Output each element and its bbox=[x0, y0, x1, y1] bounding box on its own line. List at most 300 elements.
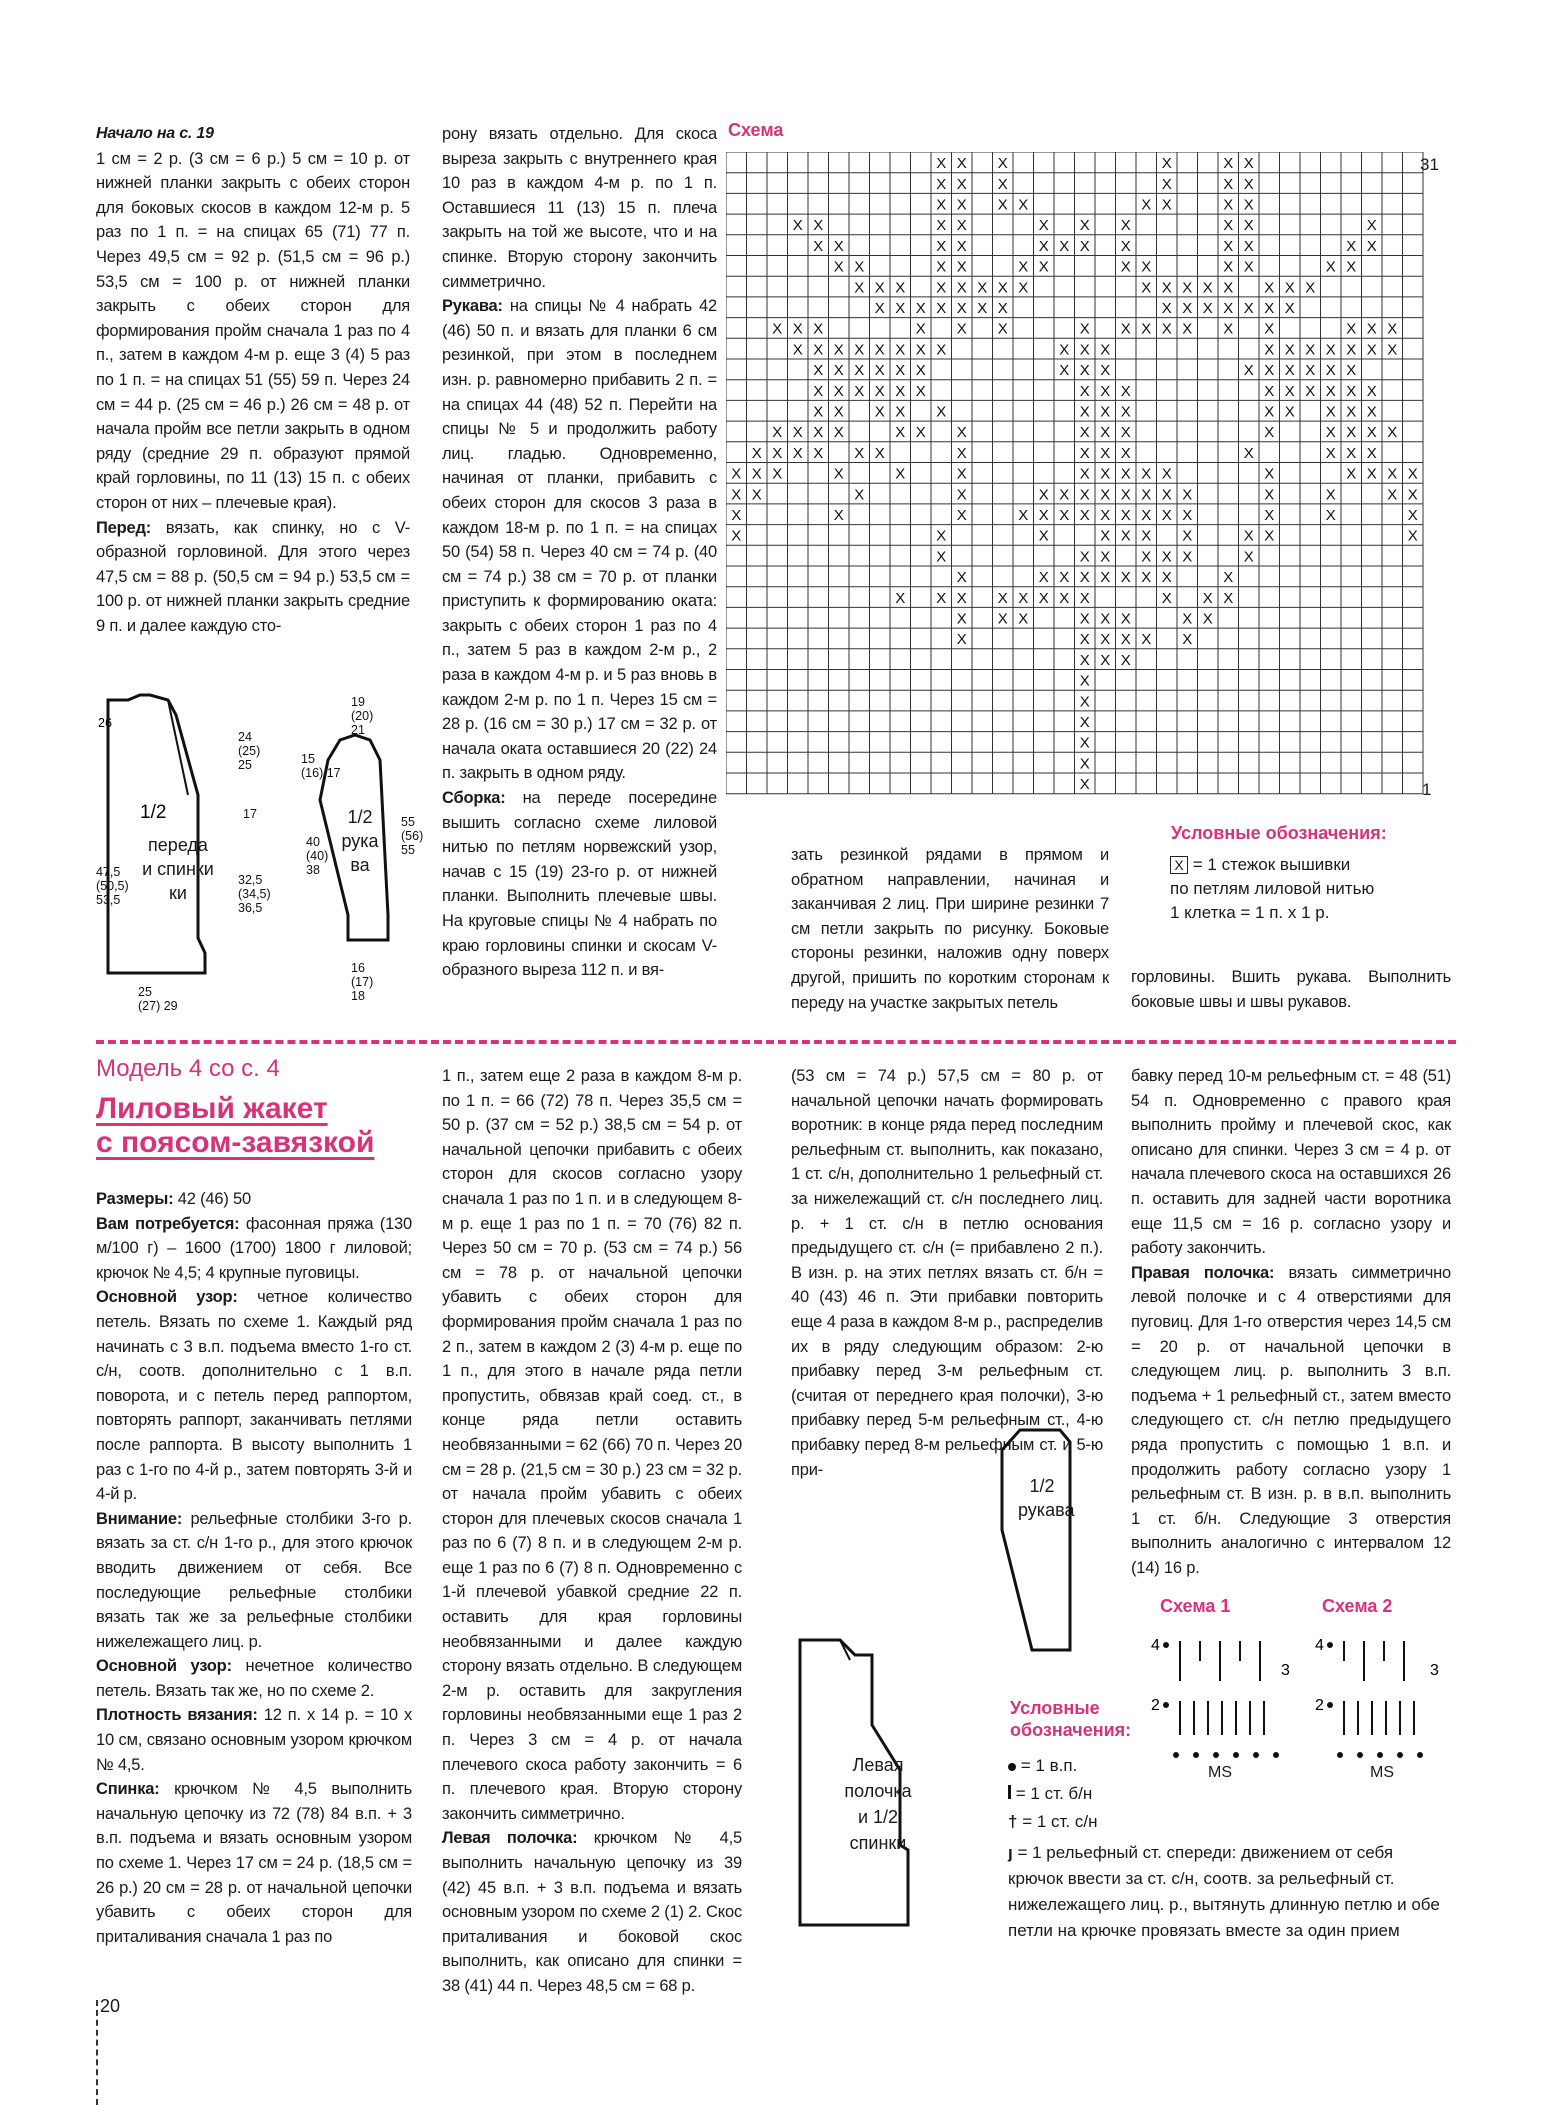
stitch-mark: X bbox=[1100, 651, 1111, 669]
page-number: 20 bbox=[100, 1996, 121, 2016]
stitch-mark: X bbox=[1100, 527, 1111, 545]
stitch-mark: X bbox=[1100, 403, 1111, 421]
svg-text:2: 2 bbox=[1315, 1697, 1324, 1714]
stitch-mark: X bbox=[1079, 465, 1090, 483]
stitch-mark: X bbox=[1079, 444, 1090, 462]
scheme-2-ms-label: MS bbox=[1370, 1764, 1394, 1781]
stitch-mark: X bbox=[1038, 589, 1049, 607]
stitch-mark: X bbox=[956, 300, 967, 318]
stitch-mark: X bbox=[936, 175, 947, 193]
stitch-mark: X bbox=[956, 279, 967, 297]
stitch-mark: X bbox=[854, 341, 865, 359]
top-col3-text: зать резинкой рядами в прямом и обратном направлении, начиная и заканчивая 2 лиц. При ширине резинки 7 см петли закрыть по рисунку. Боковые стороны резинки, наложив одну поверх другой, пришить по коротким сторонам к переду на участке закрытых петель bbox=[791, 846, 1109, 1012]
stitch-mark: X bbox=[1079, 610, 1090, 628]
stitch-mark: X bbox=[895, 341, 906, 359]
stitch-mark: X bbox=[1325, 507, 1336, 525]
stitch-mark: X bbox=[1038, 486, 1049, 504]
stitch-mark: X bbox=[1079, 507, 1090, 525]
bottom-col4-text: бавку перед 10-м рельефным ст. = 48 (51) 54 п. Одновременно с правого края выполнить пройму и плечевой скос, как описано для спинки. Через 3 см = 4 р. от начала плечевого скоса на оставшихся 26 п. оставить для задней части воротника еще 11,5 см = 16 р. согласно узору и работу закончить. bbox=[1131, 1067, 1451, 1258]
stitch-mark: X bbox=[1407, 527, 1418, 545]
top-column-1 bbox=[96, 122, 410, 638]
stitch-mark: X bbox=[772, 465, 783, 483]
stitch-mark: X bbox=[1182, 486, 1193, 504]
stitch-mark: X bbox=[813, 217, 824, 235]
stitch-mark: X bbox=[936, 589, 947, 607]
bottom-legend-title bbox=[1010, 1697, 1131, 1741]
sleeves-text: на спицы № 4 набрать 42 (46) 50 п. и вязать для планки 6 см резинкой, при этом в последнем изн. р. равномерно прибавить 2 п. = на спицах 44 (48) 52 п. Перейти на спицы № 5 и продолжить работу лиц. гладью. Одновременно, начиная от планки, прибавить с обеих сторон для скосов 3 раза в каждом 18-м р. по 1 п. = на спицах 50 (54) 58 п. Через 40 см = 74 р. (40 см = 74 р.) 38 см = 70 р. от планки приступить к формированию оката: закрыть с обеих сторон 1 раз по 4 п., затем 5 раз в каждом 2-м р., 2 раза в каждом 4-м р. и 5 раз вновь в каждом 2-м р. по 1 п. Через 15 см = 28 р. (16 см = 30 р.) 17 см = 32 р. от начала оката оставшиеся 20 (22) 24 п. закрыть в одном ряду. bbox=[442, 297, 718, 783]
stitch-mark: X bbox=[1284, 300, 1295, 318]
top-col2-text: рону вязать отдельно. Для скоса выреза закрыть с внутреннего края 10 раз в каждом 4-м р. по 1 п. Оставшиеся 11 (13) 15 п. плеча закрыть на той же высоте, что и на спинке. Вторую сторону закончить симметрично. bbox=[442, 125, 717, 291]
stitch-mark: X bbox=[1079, 382, 1090, 400]
stitch-mark: X bbox=[874, 403, 885, 421]
stitch-mark: X bbox=[997, 196, 1008, 214]
stitch-mark: X bbox=[895, 279, 906, 297]
stitch-mark: X bbox=[1120, 507, 1131, 525]
stitch-mark: X bbox=[1161, 279, 1172, 297]
stitch-mark: X bbox=[1223, 320, 1234, 338]
stitch-mark: X bbox=[1120, 382, 1131, 400]
stitch-mark: X bbox=[915, 424, 926, 442]
stitch-mark: X bbox=[874, 444, 885, 462]
stitch-mark: X bbox=[833, 341, 844, 359]
stitch-mark: X bbox=[1223, 175, 1234, 193]
stitch-mark: X bbox=[1120, 465, 1131, 483]
chart-row-top-label: 31 bbox=[1420, 155, 1439, 174]
stitch-mark: X bbox=[1079, 755, 1090, 773]
stitch-mark: X bbox=[997, 155, 1008, 173]
stitch-mark: X bbox=[1223, 589, 1234, 607]
stitch-mark: X bbox=[1223, 279, 1234, 297]
stitch-mark: X bbox=[936, 548, 947, 566]
stitch-mark: X bbox=[936, 341, 947, 359]
stitch-mark: X bbox=[1407, 507, 1418, 525]
bottom-legend-title-line-1: Условные bbox=[1010, 1698, 1100, 1718]
stitch-mark: X bbox=[772, 424, 783, 442]
stitch-mark: X bbox=[1366, 217, 1377, 235]
stitch-mark: X bbox=[1161, 569, 1172, 587]
scheme-1-ms-label: MS bbox=[1208, 1764, 1232, 1781]
stitch-mark: X bbox=[1100, 341, 1111, 359]
stitch-mark: X bbox=[1141, 486, 1152, 504]
stitch-mark: X bbox=[1038, 217, 1049, 235]
stitch-mark: X bbox=[1018, 610, 1029, 628]
stitch-mark: X bbox=[1223, 237, 1234, 255]
stitch-mark: X bbox=[751, 444, 762, 462]
relief-stitch-icon: ȷ bbox=[1008, 1843, 1013, 1862]
stitch-mark: X bbox=[1284, 382, 1295, 400]
stitch-mark: X bbox=[1366, 465, 1377, 483]
stitch-mark: X bbox=[997, 589, 1008, 607]
double-crochet-icon: † bbox=[1008, 1812, 1018, 1831]
stitch-mark: X bbox=[792, 217, 803, 235]
stitch-mark: X bbox=[956, 610, 967, 628]
stitch-mark: X bbox=[1141, 279, 1152, 297]
stitch-mark: X bbox=[813, 341, 824, 359]
left-front-label: Левая полочка и 1/2 спинки bbox=[844, 1755, 912, 1853]
single-crochet-icon bbox=[1008, 1785, 1011, 1799]
stitch-mark: X bbox=[874, 279, 885, 297]
legend-block bbox=[1170, 853, 1374, 925]
stitch-mark: X bbox=[874, 362, 885, 380]
stitch-mark: X bbox=[1223, 300, 1234, 318]
stitch-mark: X bbox=[956, 237, 967, 255]
stitch-mark: X bbox=[1243, 527, 1254, 545]
stitch-mark: X bbox=[1161, 196, 1172, 214]
stitch-mark: X bbox=[1346, 403, 1357, 421]
stitch-mark: X bbox=[813, 444, 824, 462]
stitch-mark: X bbox=[1182, 507, 1193, 525]
stitch-mark: X bbox=[1223, 569, 1234, 587]
stitch-mark: X bbox=[772, 320, 783, 338]
stitch-mark: X bbox=[1284, 279, 1295, 297]
embroidery-chart bbox=[726, 152, 1436, 810]
main-pattern-2-heading: Основной узор: bbox=[96, 1657, 232, 1676]
stitch-mark: X bbox=[1120, 486, 1131, 504]
stitch-mark: X bbox=[1325, 486, 1336, 504]
stitch-mark: X bbox=[1182, 279, 1193, 297]
stitch-mark: X bbox=[956, 589, 967, 607]
stitch-mark: X bbox=[1120, 424, 1131, 442]
pattern-sleeve-label: 1/2 рукава bbox=[341, 807, 379, 875]
stitch-mark: X bbox=[956, 217, 967, 235]
main-pattern-1-heading: Основной узор: bbox=[96, 1288, 238, 1307]
svg-text:26: 26 bbox=[98, 716, 112, 730]
front-text: вязать, как спинку, но с V-образной горловиной. Для этого через 47,5 см = 88 р. (50,5 см = 94 р.) 53,5 см = 100 р. от нижней планки закрыть средние 9 п. и далее каждую сто- bbox=[96, 518, 410, 635]
stitch-mark: X bbox=[731, 465, 742, 483]
right-front-heading: Правая полочка: bbox=[1131, 1263, 1275, 1282]
stitch-mark: X bbox=[1018, 196, 1029, 214]
stitch-mark: X bbox=[1120, 237, 1131, 255]
stitch-mark: X bbox=[1079, 424, 1090, 442]
stitch-mark: X bbox=[1161, 155, 1172, 173]
stitch-mark: X bbox=[1346, 341, 1357, 359]
stitch-mark: X bbox=[1141, 527, 1152, 545]
stitch-mark: X bbox=[895, 589, 906, 607]
stitch-mark: X bbox=[854, 258, 865, 276]
stitch-mark: X bbox=[895, 424, 906, 442]
stitch-mark: X bbox=[1100, 486, 1111, 504]
density-heading: Плотность вязания: bbox=[96, 1706, 258, 1725]
scheme-2-title: Схема 2 bbox=[1322, 1596, 1393, 1616]
stitch-mark: X bbox=[1202, 589, 1213, 607]
top-col4-text: горловины. Вшить рукава. Выполнить боковые швы и швы рукавов. bbox=[1131, 968, 1451, 1011]
bottom-col2-text: 1 п., затем еще 2 раза в каждом 8-м р. по 1 п. = 66 (72) 78 п. Через 35,5 см = 50 р. (37 см = 52 р.) 38,5 см = 54 р. от начальной цепочки прибавить с обеих сторон для скосов согласно узору сначала 1 раз по 1 п. и в следующем 8-м р. еще 1 раз по 1 п. = 70 (76) 82 п. Через 50 см = 70 р. (53 см = 74 р.) 56 см = 78 р. от начальной цепочки убавить с обеих сторон для формирования пройм сначала 1 раз по 2 п., затем в каждом 2 (3) 4-м р. еще по 1 п., для этого в начале ряда петли пропустить, обвязав край соед. ст., в конце ряда петли оставить необвязанными = 62 (66) 70 п. Через 20 см = 28 р. (21,5 см = 30 р.) 23 см = 32 р. от начала пройм убавить с обеих сторон для плечевых скосов сначала 1 раз по 6 (7) 8 п. и в следующем 2-м р. еще 1 раз по 6 (7) 8 п. Одновременно с 1-й плечевой убавкой средние 22 п. оставить для края горловины необвязанными и далее каждую сторону вязать отдельно. В следующем 2-м р. оставить для закругления горловины необвязанными еще 1 раз 2 п. Через 3 см = 4 р. от начала плечевого скоса работу закончить = 6 п. плечевого края. Вторую сторону закончить симметрично. bbox=[442, 1067, 742, 1823]
stitch-mark: X bbox=[1264, 424, 1275, 442]
stitch-mark: X bbox=[1079, 403, 1090, 421]
stitch-mark: X bbox=[956, 465, 967, 483]
stitch-mark: X bbox=[1161, 507, 1172, 525]
stitch-mark: X bbox=[1079, 631, 1090, 649]
stitch-mark: X bbox=[1161, 548, 1172, 566]
stitch-mark: X bbox=[1202, 300, 1213, 318]
stitch-mark: X bbox=[1120, 610, 1131, 628]
stitch-mark: X bbox=[854, 382, 865, 400]
stitch-mark: X bbox=[1346, 237, 1357, 255]
top-col1-text: 1 см = 2 р. (3 см = 6 р.) 5 см = 10 р. от нижней планки закрыть с обеих сторон для боковых скосов в каждом 12-м р. 5 раз по 1 п. = на спицах 65 (71) 77 п. Через 49,5 см = 92 р. (51,5 см = 96 р.) 53,5 см = 100 р. от нижней планки закрыть с обеих сторон для формирования пройм сначала 1 раз по 4 п., затем в каждом 4-м р. еще 3 (4) 5 раз по 1 п. = на спицах 51 (55) 59 п. Через 24 см = 44 р. (25 см = 46 р.) 26 см = 48 р. от начала пройм все петли закрыть в одном ряду (средние 29 п. образуют прямой край горловины, по 11 (13) 15 п. с обеих сторон от них – плечевые края). bbox=[96, 149, 410, 512]
stitch-mark: X bbox=[813, 382, 824, 400]
stitch-mark: X bbox=[1079, 217, 1090, 235]
stitch-mark: X bbox=[936, 403, 947, 421]
stitch-mark: X bbox=[1141, 465, 1152, 483]
section-divider bbox=[96, 1040, 1456, 1044]
stitch-mark: X bbox=[936, 196, 947, 214]
stitch-mark: X bbox=[1264, 486, 1275, 504]
stitch-mark: X bbox=[895, 300, 906, 318]
stitch-mark: X bbox=[1079, 320, 1090, 338]
stitch-mark: X bbox=[1243, 300, 1254, 318]
stitch-mark: X bbox=[1141, 507, 1152, 525]
stitch-mark: X bbox=[813, 362, 824, 380]
legend-line-3: 1 клетка = 1 п. х 1 р. bbox=[1170, 903, 1330, 922]
stitch-mark: X bbox=[1120, 527, 1131, 545]
svg-text:3: 3 bbox=[1430, 1662, 1439, 1679]
stitch-mark: X bbox=[936, 527, 947, 545]
svg-text:4: 4 bbox=[1151, 1637, 1160, 1654]
stitch-mark: X bbox=[1346, 258, 1357, 276]
stitch-mark: X bbox=[1059, 507, 1070, 525]
stitch-mark: X bbox=[833, 465, 844, 483]
stitch-mark: X bbox=[854, 279, 865, 297]
stitch-mark: X bbox=[997, 175, 1008, 193]
stitch-mark: X bbox=[1305, 382, 1316, 400]
stitch-mark: X bbox=[1182, 300, 1193, 318]
stitch-mark: X bbox=[1079, 569, 1090, 587]
sizes-heading: Размеры: bbox=[96, 1190, 174, 1208]
stitch-mark: X bbox=[915, 320, 926, 338]
stitch-mark: X bbox=[1325, 341, 1336, 359]
scheme-title: Схема bbox=[728, 120, 784, 140]
model-title-line-1: Лиловый жакет bbox=[96, 1092, 328, 1125]
stitch-mark: X bbox=[1346, 465, 1357, 483]
stitch-mark: X bbox=[1387, 320, 1398, 338]
stitch-mark: X bbox=[1223, 155, 1234, 173]
stitch-mark: X bbox=[874, 300, 885, 318]
stitch-mark: X bbox=[1141, 548, 1152, 566]
stitch-mark: X bbox=[1223, 217, 1234, 235]
stitch-mark: X bbox=[1079, 672, 1090, 690]
stitch-mark: X bbox=[956, 444, 967, 462]
svg-text:2: 2 bbox=[1151, 1697, 1160, 1714]
stitch-mark: X bbox=[1120, 217, 1131, 235]
stitch-mark: X bbox=[1202, 610, 1213, 628]
bottom-column-2 bbox=[442, 1064, 742, 1999]
stitch-mark: X bbox=[1182, 320, 1193, 338]
stitch-mark: X bbox=[1100, 631, 1111, 649]
assembly-heading: Сборка: bbox=[442, 789, 506, 808]
stitch-mark: X bbox=[1243, 548, 1254, 566]
stitch-mark: X bbox=[915, 341, 926, 359]
stitch-mark: X bbox=[1079, 341, 1090, 359]
stitch-mark: X bbox=[813, 403, 824, 421]
need-text: фасонная пряжа (130 м/100 г) – 1600 (1700) 1800 г лиловой; крючок № 4,5; 4 крупные пуговицы. bbox=[96, 1214, 412, 1282]
stitch-mark: X bbox=[956, 196, 967, 214]
stitch-mark: X bbox=[1100, 362, 1111, 380]
stitch-mark: X bbox=[936, 279, 947, 297]
legend-relief: = 1 рельефный ст. спереди: движением от себя крючок ввести за ст. с/н, соотв. за рельефный ст. нижележащего лиц. р., вытянуть длинную петлю и обе петли на крючке провязать вместе за один прием bbox=[1008, 1843, 1440, 1940]
stitch-mark: X bbox=[1079, 237, 1090, 255]
stitch-mark: X bbox=[936, 258, 947, 276]
top-column-3 bbox=[791, 843, 1109, 1015]
stitch-mark: X bbox=[997, 320, 1008, 338]
legend-line-2: по петлям лиловой нитью bbox=[1170, 879, 1375, 898]
stitch-mark: X bbox=[1305, 279, 1316, 297]
stitch-mark: X bbox=[1120, 320, 1131, 338]
bottom-sleeve-label: 1/2 рукава bbox=[1018, 1476, 1075, 1520]
stitch-mark: X bbox=[1059, 237, 1070, 255]
stitch-mark: X bbox=[895, 382, 906, 400]
main-pattern-2-text: нечетное количество петель. Вязать так же, но по схеме 2. bbox=[96, 1657, 413, 1700]
stitch-mark: X bbox=[731, 527, 742, 545]
stitch-mark: X bbox=[751, 486, 762, 504]
stitch-mark: X bbox=[1243, 444, 1254, 462]
stitch-mark: X bbox=[833, 382, 844, 400]
stitch-mark: X bbox=[1100, 507, 1111, 525]
left-front-text: крючком № 4,5 выполнить начальную цепочку из 39 (42) 45 в.п. + 3 в.п. подъема и вязать основным узором по схеме 2 (1) 2. Скос приталивания и боковой скос выполнить, как описано для спинки = 38 (41) 44 п. Через 48,5 см = 68 р. bbox=[442, 1829, 743, 1995]
stitch-mark: X bbox=[833, 507, 844, 525]
stitch-mark: X bbox=[1120, 403, 1131, 421]
stitch-mark: X bbox=[1079, 693, 1090, 711]
stitch-mark: X bbox=[833, 362, 844, 380]
stitch-mark: X bbox=[1161, 300, 1172, 318]
stitch-mark: X bbox=[1100, 569, 1111, 587]
bottom-col3-text: (53 см = 74 р.) 57,5 см = 80 р. от начальной цепочки начать формировать воротник: в конце ряда перед последним рельефным ст. выполнить, как показано, 1 ст. с/н, дополнительно 1 рельефный ст. за нижележащий ст. с/н последнего лиц. р. + 1 ст. с/н в петлю основания предыдущего ст. с/н (= прибавлено 2 п.). В изн. р. на этих петлях вязать ст. б/н = 40 (43) 46 п. Эти прибавки повторить еще 4 раза в каждом 8-м р., распределив их в ряду следующим образом: 2-ю прибавку перед 3-м рельефным ст. (считая от переднего края полочки), 3-ю прибавку перед 5-м рельефным ст., 4-ю прибавку перед 8-м рельефным ст. и 5-ю при- bbox=[791, 1067, 1103, 1479]
stitch-mark: X bbox=[1325, 382, 1336, 400]
stitch-mark: X bbox=[1264, 527, 1275, 545]
stitch-mark: X bbox=[854, 486, 865, 504]
stitch-mark: X bbox=[1161, 589, 1172, 607]
stitch-mark: X bbox=[854, 362, 865, 380]
stitch-mark: X bbox=[731, 507, 742, 525]
stitch-mark: X bbox=[1100, 382, 1111, 400]
stitch-mark: X bbox=[997, 279, 1008, 297]
stitch-mark: X bbox=[936, 217, 947, 235]
stitch-mark: X bbox=[1325, 424, 1336, 442]
stitch-mark: X bbox=[1264, 507, 1275, 525]
need-heading: Вам потребуется: bbox=[96, 1214, 240, 1233]
bottom-column-4 bbox=[1131, 1064, 1451, 1580]
stitch-mark: X bbox=[997, 300, 1008, 318]
legend-sc: = 1 ст. б/н bbox=[1015, 1784, 1093, 1803]
stitch-mark: X bbox=[1264, 341, 1275, 359]
sleeves-heading: Рукава: bbox=[442, 297, 503, 316]
stitch-mark: X bbox=[1325, 444, 1336, 462]
stitch-mark: X bbox=[1161, 486, 1172, 504]
stitch-mark: X bbox=[915, 300, 926, 318]
stitch-mark: X bbox=[1346, 424, 1357, 442]
stitch-mark: X bbox=[1059, 486, 1070, 504]
stitch-mark: X bbox=[1387, 424, 1398, 442]
stitch-mark: X bbox=[1264, 382, 1275, 400]
stitch-mark: X bbox=[1264, 320, 1275, 338]
front-heading: Перед: bbox=[96, 518, 152, 537]
stitch-mark: X bbox=[1407, 465, 1418, 483]
stitch-mark: X bbox=[1079, 714, 1090, 732]
stitch-mark: X bbox=[1018, 279, 1029, 297]
stitch-mark: X bbox=[1264, 465, 1275, 483]
stitch-mark: X bbox=[792, 341, 803, 359]
stitch-mark: X bbox=[1243, 217, 1254, 235]
density-text: 12 п. x 14 р. = 10 x 10 см, связано основным узором крючком № 4,5. bbox=[96, 1706, 412, 1774]
legend-x-symbol: X bbox=[1170, 856, 1188, 874]
legend-title: Условные обозначения: bbox=[1171, 823, 1387, 843]
stitch-mark: X bbox=[1120, 444, 1131, 462]
stitch-mark: X bbox=[1120, 631, 1131, 649]
stitch-mark: X bbox=[1407, 486, 1418, 504]
stitch-mark: X bbox=[1366, 424, 1377, 442]
stitch-mark: X bbox=[813, 424, 824, 442]
stitch-mark: X bbox=[977, 279, 988, 297]
back-text: крючком № 4,5 выполнить начальную цепочку из 72 (78) 84 в.п. + 3 в.п. подъема и вязать основным узором по схеме 1. Через 17 см = 24 р. (18,5 см = 26 р.) 20 см = 28 р. от начальной цепочки убавить с обеих сторон для приталивания сначала 1 раз по bbox=[96, 1780, 412, 1946]
stitch-mark: X bbox=[956, 175, 967, 193]
stitch-mark: X bbox=[895, 362, 906, 380]
stitch-mark: X bbox=[895, 465, 906, 483]
stitch-mark: X bbox=[1141, 631, 1152, 649]
stitch-mark: X bbox=[1366, 382, 1377, 400]
stitch-mark: X bbox=[1243, 362, 1254, 380]
stitch-mark: X bbox=[1243, 175, 1254, 193]
stitch-mark: X bbox=[1038, 237, 1049, 255]
svg-text:3: 3 bbox=[1281, 1662, 1290, 1679]
continued-note: Начало на с. 19 bbox=[96, 125, 214, 142]
legend-line-1: = 1 стежок вышивки bbox=[1192, 855, 1351, 874]
stitch-mark: X bbox=[915, 382, 926, 400]
stitch-mark: X bbox=[936, 300, 947, 318]
stitch-mark: X bbox=[1366, 320, 1377, 338]
chart-row-bottom-label: 1 bbox=[1422, 780, 1432, 799]
stitch-mark: X bbox=[1182, 527, 1193, 545]
stitch-mark: X bbox=[1038, 569, 1049, 587]
stitch-mark: X bbox=[1325, 362, 1336, 380]
legend-dc: = 1 ст. с/н bbox=[1022, 1812, 1098, 1831]
stitch-mark: X bbox=[1100, 548, 1111, 566]
stitch-mark: X bbox=[731, 486, 742, 504]
stitch-mark: X bbox=[956, 507, 967, 525]
svg-text:1/2: 1/2 bbox=[140, 802, 167, 823]
stitch-mark: X bbox=[1038, 258, 1049, 276]
stitch-mark: X bbox=[1079, 486, 1090, 504]
stitch-mark: X bbox=[1059, 362, 1070, 380]
right-front-text: вязать симметрично левой полочке и с 4 отверстиями для пуговиц. Для 1-го отверстия через 14,5 см = 20 р. от начальной цепочки в следующем лиц. р. выполнить 3 в.п. подъема + 1 рельефный ст., затем вместо следующего ст. с/н петлю предыдущего ряда пропустить с помощью 1 в.п. и продолжить работу согласно узору 1 рельефным ст. В изн. р. в в.п. выполнить 1 ст. б/н. Следующие 3 отверстия выполнить аналогично с интервалом 12 (14) 16 р. bbox=[1131, 1263, 1451, 1577]
stitch-mark: X bbox=[813, 320, 824, 338]
stitch-mark: X bbox=[1079, 362, 1090, 380]
stitch-mark: X bbox=[936, 237, 947, 255]
stitch-mark: X bbox=[1079, 776, 1090, 794]
stitch-mark: X bbox=[1387, 465, 1398, 483]
chart-gridlines bbox=[726, 152, 1423, 794]
stitch-mark: X bbox=[1346, 320, 1357, 338]
stitch-mark: X bbox=[1141, 320, 1152, 338]
stitch-mark: X bbox=[1018, 258, 1029, 276]
stitch-mark: X bbox=[1346, 382, 1357, 400]
stitch-mark: X bbox=[1120, 569, 1131, 587]
stitch-mark: X bbox=[1079, 548, 1090, 566]
stitch-mark: X bbox=[1366, 237, 1377, 255]
stitch-mark: X bbox=[956, 155, 967, 173]
chain-stitch-icon bbox=[1008, 1763, 1016, 1771]
stitch-mark: X bbox=[833, 403, 844, 421]
stitch-mark: X bbox=[1059, 341, 1070, 359]
top-column-4 bbox=[1131, 965, 1451, 1014]
stitch-mark: X bbox=[1120, 651, 1131, 669]
stitch-mark: X bbox=[1264, 300, 1275, 318]
stitch-mark: X bbox=[1100, 465, 1111, 483]
stitch-mark: X bbox=[792, 444, 803, 462]
stitch-mark: X bbox=[1243, 258, 1254, 276]
stitch-mark: X bbox=[1346, 444, 1357, 462]
stitch-mark: X bbox=[813, 237, 824, 255]
stitch-mark: X bbox=[1141, 196, 1152, 214]
stitch-mark: X bbox=[1018, 507, 1029, 525]
